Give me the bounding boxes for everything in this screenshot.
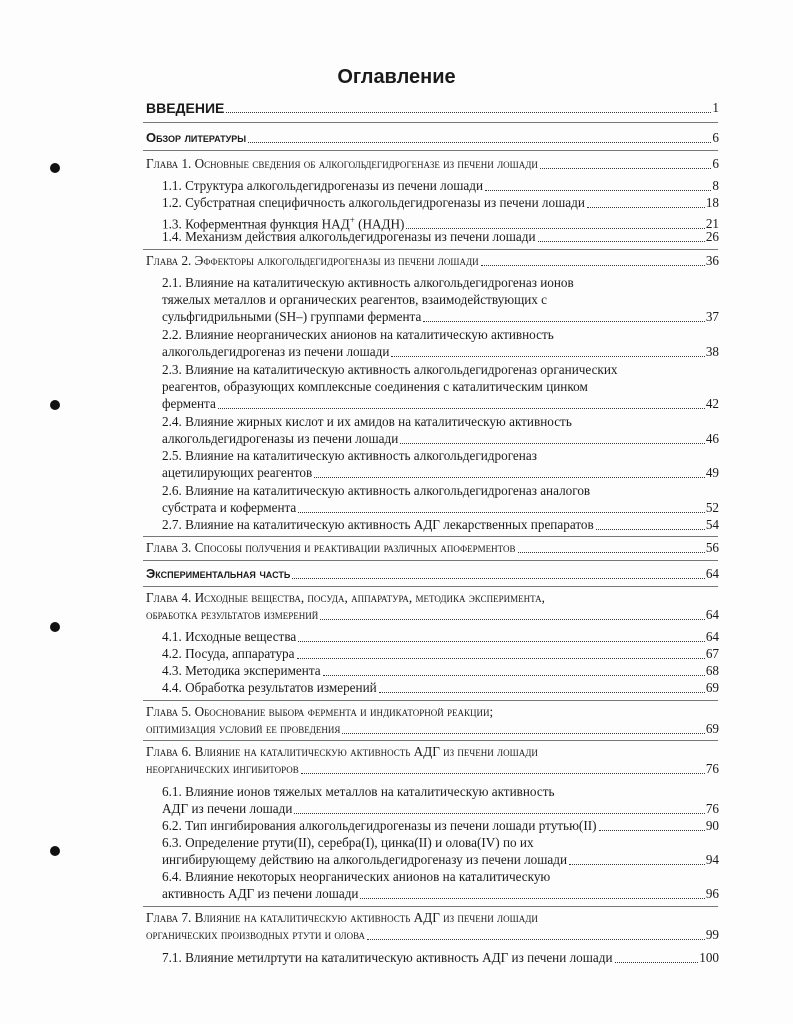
toc-line: Глава 7. Влияние на каталитическую активность АДГ из печени лошади bbox=[146, 910, 538, 925]
toc-line: 2.6. Влияние на каталитическую активность алкогольдегидрогеназ аналогов bbox=[162, 483, 591, 498]
toc-entry-6-4[interactable]: активность АДГ из печени лошади 96 bbox=[162, 886, 719, 901]
toc-line: Глава 4. Исходные вещества, посуда, аппаратура, методика эксперимента, bbox=[146, 590, 545, 605]
divider bbox=[143, 586, 718, 587]
divider bbox=[143, 740, 718, 741]
toc-entry-chapter-6[interactable]: неорганических ингибиторов 76 bbox=[146, 761, 719, 776]
toc-entry-4-2[interactable]: 4.2. Посуда, аппаратура 67 bbox=[162, 646, 719, 661]
leader-dots bbox=[485, 190, 711, 191]
toc-entry-6-3[interactable]: ингибирующему действию на алкогольдегидрогеназу из печени лошади 94 bbox=[162, 852, 719, 867]
page-title: Оглавление bbox=[337, 66, 456, 88]
leader-dots bbox=[342, 733, 704, 734]
toc-entry-chapter-1[interactable]: Глава 1. Основные сведения об алкогольдегидрогеназе из печени лошади 6 bbox=[146, 156, 719, 171]
toc-entry-2-1[interactable]: сульфгидрильными (SH–) группами фермента 37 bbox=[162, 309, 719, 324]
toc-entry-7-1[interactable]: 7.1. Влияние метилртути на каталитическую активность АДГ из печени лошади 100 bbox=[162, 950, 719, 965]
binder-hole-icon bbox=[50, 622, 60, 632]
toc-entry-experimental[interactable]: Экспериментальная часть 64 bbox=[146, 566, 719, 581]
toc-line: 2.2. Влияние неорганических анионов на каталитическую активность bbox=[162, 327, 554, 342]
toc-entry-4-4[interactable]: 4.4. Обработка результатов измерений 69 bbox=[162, 680, 719, 695]
leader-dots bbox=[320, 619, 705, 620]
leader-dots bbox=[297, 658, 705, 659]
toc-line: 6.3. Определение ртути(II), серебра(I), цинка(II) и олова(IV) по их bbox=[162, 835, 534, 850]
toc-line: 6.1. Влияние ионов тяжелых металлов на каталитическую активность bbox=[162, 784, 555, 799]
leader-dots bbox=[314, 477, 705, 478]
toc-line: тяжелых металлов и органических реагентов, взаимодействующих с bbox=[162, 292, 548, 307]
leader-dots bbox=[367, 939, 705, 940]
leader-dots bbox=[538, 241, 705, 242]
leader-dots bbox=[569, 864, 705, 865]
toc-entry-intro[interactable]: ВВЕДЕНИЕ 1 bbox=[146, 100, 719, 116]
leader-dots bbox=[596, 529, 705, 530]
toc-entry-2-7[interactable]: 2.7. Влияние на каталитическую активность АДГ лекарственных препаратов 54 bbox=[162, 517, 719, 532]
divider bbox=[143, 536, 718, 537]
toc-line: 2.5. Влияние на каталитическую активность алкогольдегидрогеназ bbox=[162, 448, 537, 463]
leader-dots bbox=[323, 675, 705, 676]
toc-entry-6-2[interactable]: 6.2. Тип ингибирования алкогольдегидрогеназы из печени лошади ртутью(II) 90 bbox=[162, 818, 719, 833]
binder-hole-icon bbox=[50, 400, 60, 410]
toc-entry-chapter-5[interactable]: оптимизация условий ее проведения 69 bbox=[146, 721, 719, 736]
toc-line: 2.1. Влияние на каталитическую активность алкогольдегидрогеназ ионов bbox=[162, 275, 574, 290]
leader-dots bbox=[298, 512, 705, 513]
leader-dots bbox=[540, 168, 712, 169]
leader-dots bbox=[391, 356, 704, 357]
toc-entry-1-2[interactable]: 1.2. Субстратная специфичность алкогольдегидрогеназы из печени лошади 18 bbox=[162, 195, 719, 210]
toc-entry-4-1[interactable]: 4.1. Исходные вещества 64 bbox=[162, 629, 719, 644]
divider bbox=[143, 150, 718, 151]
toc-entry-2-2[interactable]: алкогольдегидрогеназ из печени лошади 38 bbox=[162, 344, 719, 359]
toc-entry-2-3[interactable]: фермента 42 bbox=[162, 396, 719, 411]
leader-dots bbox=[400, 443, 705, 444]
toc-entry-2-4[interactable]: алкогольдегидрогеназы из печени лошади 46 bbox=[162, 431, 719, 446]
leader-dots bbox=[423, 321, 704, 322]
binder-hole-icon bbox=[50, 163, 60, 173]
divider bbox=[143, 122, 718, 123]
toc-line: Глава 5. Обоснование выбора фермента и индикаторной реакции; bbox=[146, 704, 494, 719]
leader-dots bbox=[481, 265, 705, 266]
leader-dots bbox=[218, 408, 705, 409]
leader-dots bbox=[379, 692, 705, 693]
toc-line: реагентов, образующих комплексные соединения с каталитическим цинком bbox=[162, 379, 588, 394]
leader-dots bbox=[301, 773, 705, 774]
toc-entry-6-1[interactable]: АДГ из печени лошади 76 bbox=[162, 801, 719, 816]
toc-line: 2.4. Влияние жирных кислот и их амидов на каталитическую активность bbox=[162, 414, 572, 429]
toc-entry-review[interactable]: Обзор литературы 6 bbox=[146, 130, 719, 145]
toc-line: Глава 6. Влияние на каталитическую активность АДГ из печени лошади bbox=[146, 744, 538, 759]
toc-entry-chapter-2[interactable]: Глава 2. Эффекторы алкогольдегидрогеназы из печени лошади 36 bbox=[146, 253, 719, 268]
leader-dots bbox=[292, 578, 705, 579]
divider bbox=[143, 906, 718, 907]
divider bbox=[143, 560, 718, 561]
toc-entry-4-3[interactable]: 4.3. Методика эксперимента 68 bbox=[162, 663, 719, 678]
binder-hole-icon bbox=[50, 846, 60, 856]
divider bbox=[143, 700, 718, 701]
toc-entry-chapter-3[interactable]: Глава 3. Способы получения и реактивации различных апоферментов 56 bbox=[146, 540, 719, 555]
toc-entry-1-4[interactable]: 1.4. Механизм действия алкогольдегидрогеназы из печени лошади 26 bbox=[162, 229, 719, 244]
leader-dots bbox=[294, 813, 704, 814]
toc-entry-1-1[interactable]: 1.1. Структура алкогольдегидрогеназы из печени лошади 8 bbox=[162, 178, 719, 193]
toc-line: 6.4. Влияние некоторых неорганических анионов на каталитическую bbox=[162, 869, 551, 884]
leader-dots bbox=[248, 142, 711, 143]
toc-entry-1-3[interactable]: 1.3. Коферментная функция НАД+ (НАДН) 21 bbox=[162, 215, 719, 232]
toc-entry-chapter-7[interactable]: органических производных ртути и олова 99 bbox=[146, 927, 719, 942]
toc-entry-2-5[interactable]: ацетилирующих реагентов 49 bbox=[162, 465, 719, 480]
leader-dots bbox=[226, 112, 711, 113]
leader-dots bbox=[599, 830, 705, 831]
leader-dots bbox=[298, 641, 705, 642]
leader-dots bbox=[587, 207, 705, 208]
toc-entry-chapter-4[interactable]: обработка результатов измерений 64 bbox=[146, 607, 719, 622]
leader-dots bbox=[615, 962, 699, 963]
leader-dots bbox=[360, 898, 704, 899]
leader-dots bbox=[518, 552, 705, 553]
toc-entry-2-6[interactable]: субстрата и кофермента 52 bbox=[162, 500, 719, 515]
toc-line: 2.3. Влияние на каталитическую активность алкогольдегидрогеназ органических bbox=[162, 362, 618, 377]
divider bbox=[143, 249, 718, 250]
